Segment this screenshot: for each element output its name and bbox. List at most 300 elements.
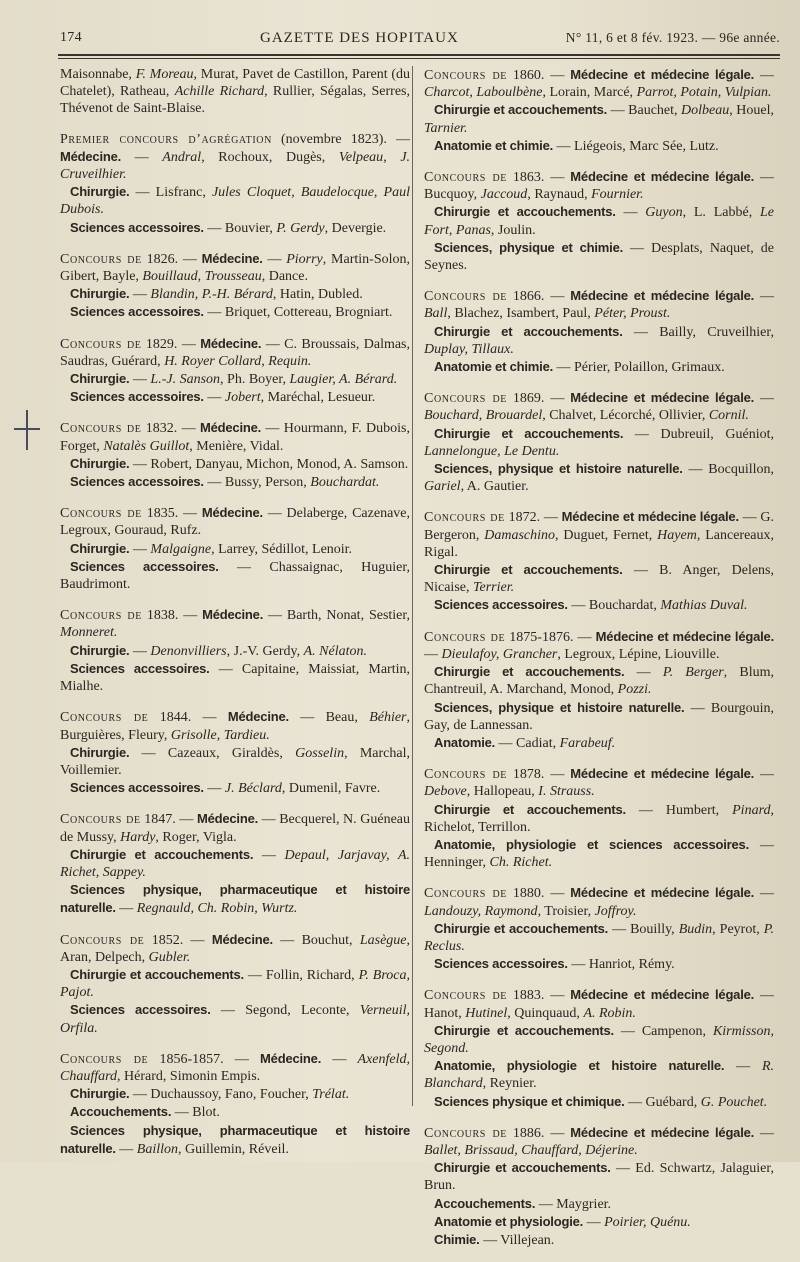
entry-section-line	[60, 1103, 410, 1121]
entry-section-line	[424, 836, 774, 871]
entry-section-line	[60, 285, 410, 303]
italic-names: Guyon	[645, 205, 683, 221]
entry-heading-line	[60, 250, 410, 285]
italic-names: Budin	[678, 921, 713, 937]
italic-names: Le Fort, Panas	[424, 205, 775, 238]
italic-names: Jobert	[224, 390, 261, 406]
text-run: 1875-1876. —	[505, 629, 596, 645]
section-label: Chirurgie.	[70, 286, 130, 302]
section-label: Médecine et médecine légale.	[570, 766, 755, 782]
italic-names: Andral	[162, 149, 202, 165]
section-label: Médecine et médecine légale.	[570, 390, 755, 406]
section-label: Sciences physique, pharmaceutique et histoire naturelle.	[60, 882, 410, 916]
handwritten-cross-mark	[14, 410, 40, 450]
text-run: —	[129, 287, 151, 303]
text-run: 1863. —	[507, 170, 571, 186]
entry-section-line	[60, 660, 410, 695]
section-label: Sciences accessoires.	[70, 389, 204, 405]
concours-label: Concours de	[60, 710, 149, 726]
section-label: Chirurgie et accouchements.	[70, 846, 254, 862]
italic-names: Baillon	[136, 1141, 179, 1157]
italic-names: Tarnier.	[424, 120, 468, 136]
text-run: — Blot.	[171, 1105, 220, 1121]
text-run: —	[129, 541, 151, 557]
concours-entry	[424, 1124, 774, 1249]
section-label: Sciences, physique et chimie.	[434, 239, 624, 255]
text-run: — Cazeaux, Giraldès,	[129, 745, 296, 761]
italic-names: Pozzi.	[617, 682, 652, 698]
text-run: —	[624, 665, 663, 681]
italic-names: Achille Richard	[174, 84, 265, 100]
page-number: 174	[60, 30, 82, 45]
italic-names: Duplay, Tillaux.	[424, 341, 514, 357]
entry-section-line	[424, 203, 774, 238]
concours-entry	[424, 389, 774, 495]
concours-entry	[60, 250, 410, 322]
concours-entry	[60, 931, 410, 1037]
text-run: —	[262, 251, 287, 267]
italic-names: Regnauld, Ch. Robin, Wurtz.	[136, 901, 298, 917]
section-label: Chirurgie et accouchements.	[434, 323, 623, 339]
italic-names: Bouchard, Brouardel	[424, 408, 543, 424]
concours-entry	[60, 708, 410, 797]
entry-section-line	[424, 920, 774, 955]
text-run: — Desplats, Naquet, de Seynes.	[424, 240, 774, 274]
entry-heading-line	[424, 389, 774, 424]
section-label: Médecine.	[201, 505, 263, 521]
text-run: 1886. —	[507, 1125, 571, 1141]
text-run: — Barth, Nonat, Sestier,	[263, 608, 410, 624]
italic-names: Piorry	[286, 251, 323, 267]
section-label: Anatomie et chimie.	[434, 137, 554, 153]
concours-entry	[60, 66, 410, 118]
italic-names: Péter, Proust.	[594, 306, 671, 322]
entry-heading-line	[60, 810, 410, 845]
text-run: , Guillemin, Réveil.	[178, 1141, 289, 1157]
concours-entry	[424, 884, 774, 973]
section-label: Chirurgie et accouchements.	[434, 204, 616, 220]
section-label: Anatomie et physiologie.	[434, 1213, 584, 1229]
text-run: ,	[383, 149, 401, 165]
concours-entry	[60, 606, 410, 695]
text-run: — Maygrier.	[535, 1196, 612, 1212]
concours-entry	[60, 419, 410, 491]
concours-entry	[60, 335, 410, 407]
section-label: Médecine.	[227, 709, 289, 725]
entry-heading-line	[424, 884, 774, 919]
text-run: — C. Broussais, Dalmas, Saudras, Guérard,	[60, 336, 411, 369]
text-run: 1856-1857. —	[148, 1051, 261, 1067]
entry-heading-line	[60, 335, 410, 370]
italic-names: Verneuil, Orfila.	[60, 1003, 410, 1036]
text-run: —	[253, 847, 285, 863]
italic-names: Laugier, A. Bérard.	[289, 372, 398, 388]
concours-entry	[424, 66, 774, 155]
concours-label: Concours de	[60, 421, 142, 437]
text-run: — Villejean.	[479, 1232, 555, 1248]
text-run: —	[424, 646, 442, 662]
section-label: Chirurgie et accouchements.	[434, 562, 623, 578]
italic-names: Gariel	[424, 479, 461, 495]
text-run: , Raynaud,	[527, 187, 592, 203]
entry-section-line	[60, 370, 410, 388]
issue-info: N° 11, 6 et 8 fév. 1923. — 96e année.	[565, 30, 780, 45]
text-run: 1872. —	[504, 510, 562, 526]
italic-names: Farabeuf.	[559, 735, 616, 751]
entry-section-line	[60, 846, 410, 881]
text-run: —	[754, 767, 775, 783]
entry-section-line	[60, 1001, 410, 1036]
text-run: 1883. —	[507, 988, 571, 1004]
italic-names: I. Strauss.	[538, 784, 595, 800]
entry-section-line	[424, 955, 774, 973]
section-label: Chirurgie.	[70, 184, 130, 200]
concours-entry	[424, 168, 774, 274]
entry-section-line	[424, 1093, 774, 1111]
entry-section-line	[60, 558, 410, 593]
italic-names: J. Cruveilhier.	[60, 149, 411, 183]
italic-names: Ballet, Brissaud, Chauffard, Déjerine.	[424, 1142, 638, 1158]
italic-names: Axenfeld, Chauffard	[60, 1051, 410, 1084]
text-run: — Delaberge, Cazenave, Legroux, Gouraud, Rufz.	[60, 506, 411, 539]
text-run: 1844. —	[148, 710, 228, 726]
section-label: Anatomie.	[434, 734, 496, 750]
concours-label: Concours de	[424, 68, 507, 83]
entry-heading-line	[60, 606, 410, 641]
italic-names: Poirier, Quénu.	[604, 1214, 691, 1230]
section-label: Médecine.	[201, 250, 263, 266]
header-rule	[58, 54, 780, 56]
italic-names: Parrot, Potain, Vulpian.	[636, 85, 772, 101]
text-run: 1860. —	[507, 68, 571, 83]
section-label: Médecine et médecine légale.	[570, 1124, 755, 1140]
entry-section-line	[60, 881, 410, 917]
entry-section-line	[424, 1231, 774, 1249]
italic-names: Trélat.	[312, 1087, 350, 1103]
entry-heading-line	[424, 66, 774, 101]
italic-names: L.-J. Sanson	[150, 372, 221, 388]
italic-names: Hardy	[120, 829, 156, 845]
section-label: Médecine.	[200, 335, 262, 351]
italic-names: Kirmisson, Segond.	[424, 1023, 775, 1056]
text-run: 1852. —	[144, 932, 212, 948]
italic-names: Hayem	[657, 527, 697, 543]
text-run: — Bouilly,	[608, 921, 679, 937]
text-run: —	[754, 289, 775, 305]
text-run: — Hanot,	[424, 988, 775, 1021]
section-label: Sciences physique et chimique.	[434, 1093, 625, 1109]
entry-heading-line	[424, 168, 774, 203]
section-label: Sciences accessoires.	[434, 597, 568, 613]
entry-section-line	[424, 239, 774, 274]
text-run: , Devergie.	[324, 220, 387, 236]
entry-heading-line	[60, 1050, 410, 1085]
text-run: — G. Bergeron,	[424, 510, 775, 543]
entry-heading-line	[424, 986, 774, 1021]
text-run: 1826. —	[141, 251, 202, 267]
section-label: Chirurgie et accouchements.	[434, 1160, 611, 1176]
text-run: , Aran, Delpech,	[60, 932, 410, 965]
concours-label: Concours de	[424, 767, 507, 783]
concours-label: Concours de	[60, 251, 142, 267]
text-run: , L. Labbé,	[682, 205, 761, 221]
entry-section-line	[424, 801, 774, 836]
concours-entry	[60, 810, 410, 917]
italic-names: Pinard	[732, 802, 771, 818]
text-run: — Guébard,	[624, 1094, 701, 1110]
entry-heading-line	[424, 628, 774, 663]
text-run: —	[754, 1125, 775, 1141]
section-label: Sciences physique, pharmaceutique et histoire naturelle.	[60, 1122, 410, 1156]
text-run: Maisonnabe,	[60, 67, 136, 82]
text-run: —	[203, 390, 225, 406]
italic-names: Malgaigne	[150, 541, 212, 557]
text-run: —	[754, 886, 775, 902]
entry-section-line	[60, 744, 410, 779]
italic-names: Lannelongue, Le Dentu.	[424, 443, 560, 459]
concours-label: Concours de	[60, 812, 141, 828]
text-run: — Capitaine, Maissiat, Martin, Mialhe.	[60, 661, 410, 695]
text-run: —	[583, 1214, 605, 1230]
entry-section-line	[60, 1122, 410, 1158]
text-run: — Campenon,	[613, 1023, 713, 1039]
text-run: — Bouvier,	[203, 220, 277, 236]
text-run: —	[724, 1059, 762, 1075]
text-run: , Houel,	[729, 103, 775, 119]
section-label: Accouchements.	[434, 1195, 536, 1211]
concours-label: Concours de	[60, 932, 145, 948]
section-label: Chirurgie et accouchements.	[434, 425, 624, 441]
italic-names: Monneret.	[60, 625, 118, 641]
text-run: , Blachez, Isambert, Paul,	[447, 306, 595, 322]
text-run: — Henninger,	[424, 837, 775, 871]
concours-entry	[424, 287, 774, 376]
text-run: , Hérard, Simonin Empis.	[117, 1068, 261, 1084]
text-run: —	[129, 643, 151, 659]
text-run: 1880. —	[507, 886, 571, 902]
section-label: Anatomie, physiologie et histoire naturelle.	[434, 1058, 725, 1074]
entry-section-line	[424, 1213, 774, 1231]
entry-section-line	[424, 1159, 774, 1194]
italic-names: Hutinel	[465, 1005, 508, 1021]
entry-section-line	[60, 183, 410, 218]
entry-section-line	[424, 425, 774, 460]
section-label: Médecine et médecine légale.	[570, 67, 755, 82]
italic-names: P. Berger	[662, 665, 724, 681]
italic-names: P. Broca, Pajot.	[60, 967, 410, 1001]
entry-heading-line	[60, 708, 410, 743]
text-run: — Robert, Danyau, Michon, Monod, A. Samson.	[129, 456, 409, 472]
italic-names: Grisolle, Tardieu.	[170, 727, 270, 743]
section-label: Chirurgie et accouchements.	[434, 920, 609, 936]
text-run: , Troisier,	[537, 903, 595, 919]
text-run: —	[115, 901, 137, 917]
text-run: , Duguet, Fernet,	[555, 527, 658, 543]
text-run: , Maréchal, Lesueur.	[260, 390, 376, 406]
italic-names: Terrier.	[472, 580, 515, 596]
concours-entry	[424, 508, 774, 614]
text-run: , Chalvet, Lécorché, Ollivier,	[542, 408, 709, 424]
text-run: — Bauchet,	[607, 103, 682, 119]
text-run: , Larrey, Sédillot, Lenoir.	[211, 541, 353, 557]
text-run: — Lisfranc,	[129, 185, 212, 201]
text-run: —	[754, 391, 775, 407]
concours-label: Concours de	[60, 608, 142, 624]
text-run: —	[115, 1141, 137, 1157]
text-run: , Blum, Chantreuil, A. Marchand, Monod,	[424, 665, 774, 698]
section-label: Chirurgie.	[70, 540, 130, 556]
section-label: Chirurgie et accouchements.	[434, 664, 625, 680]
entry-section-line	[60, 388, 410, 406]
italic-names: Velpeau	[338, 149, 384, 165]
text-run: , Murat, Pavet de Castillon, Parent (du Chatelet), Ratheau,	[60, 67, 410, 100]
entry-heading-line	[60, 131, 410, 184]
text-run: , Rochoux, Dugès,	[201, 149, 339, 165]
entry-section-line	[424, 1195, 774, 1213]
text-run: , Burguières, Fleury,	[60, 710, 411, 743]
entry-section-line	[424, 663, 774, 698]
column-divider	[412, 66, 413, 1106]
section-label: Sciences, physique et histoire naturelle.	[434, 699, 685, 715]
text-run: , Legroux, Lépine, Liouville.	[557, 646, 720, 662]
entry-section-line	[424, 137, 774, 155]
text-run: , J.-V. Gerdy,	[226, 643, 304, 659]
section-label: Accouchements.	[70, 1104, 172, 1120]
section-label: Chirurgie et accouchements.	[434, 1022, 614, 1038]
italic-names: Landouzy, Raymond	[424, 903, 538, 919]
section-label: Chirurgie et accouchements.	[434, 801, 626, 817]
italic-names: Bouillaud, Trousseau	[142, 269, 262, 285]
italic-names: Cornil.	[708, 408, 749, 424]
section-label: Chimie.	[434, 1231, 480, 1247]
entry-section-line	[60, 966, 410, 1001]
text-run: , Quinquaud,	[507, 1005, 584, 1021]
text-run: — Bussy, Person,	[203, 475, 311, 491]
italic-names: Denonvilliers	[150, 643, 227, 659]
concours-label: Concours de	[424, 629, 506, 645]
text-run: — Hanriot, Rémy.	[567, 957, 675, 973]
entry-section-line	[424, 734, 774, 752]
italic-names: F. Moreau	[135, 67, 194, 82]
section-label: Sciences accessoires.	[70, 558, 219, 574]
concours-entry	[60, 504, 410, 593]
text-run: — Bouchardat,	[567, 598, 661, 614]
entry-section-line	[60, 473, 410, 491]
section-label: Sciences accessoires.	[434, 956, 568, 972]
italic-names: Fournier.	[591, 187, 644, 203]
entry-heading-line	[424, 287, 774, 322]
entry-section-line	[424, 1022, 774, 1057]
text-run: — Dubreuil, Guéniot,	[623, 426, 774, 442]
right-column	[424, 66, 774, 1262]
text-run: , Reynier.	[482, 1076, 537, 1092]
text-run: — Périer, Polaillon, Grimaux.	[553, 360, 725, 376]
section-label: Médecine.	[200, 420, 262, 436]
entry-section-line	[424, 460, 774, 495]
text-run: —	[754, 68, 775, 83]
concours-label: Concours de	[424, 391, 507, 407]
section-label: Chirurgie et accouchements.	[434, 102, 608, 118]
concours-label: Concours de	[60, 336, 142, 352]
section-label: Anatomie et chimie.	[434, 359, 554, 375]
text-run: —	[615, 205, 646, 221]
italic-names: Dolbeau	[681, 103, 730, 119]
text-run: — Hourmann, F. Dubois, Forget,	[60, 421, 410, 454]
italic-names: Bouchardat.	[310, 475, 380, 491]
text-run: — Duchaussoy, Fano, Foucher,	[129, 1087, 313, 1103]
text-run: — Chassaignac, Huguier, Baudrimont.	[60, 559, 410, 593]
text-run: — Ed. Schwartz, Jalaguier, Brun.	[424, 1161, 774, 1194]
italic-names: Gubler.	[148, 949, 191, 965]
section-label: Médecine.	[202, 607, 264, 623]
concours-label: Concours de	[424, 510, 505, 526]
italic-names: Ch. Richet.	[489, 855, 553, 871]
italic-names: Béhier	[369, 710, 407, 726]
text-run: , Rullier, Ségalas, Serres, Thévenot de Saint-Blaise.	[60, 84, 410, 117]
entry-section-line	[424, 1057, 774, 1092]
text-run: 1829. —	[141, 336, 201, 352]
entry-section-line	[424, 323, 774, 358]
entry-section-line	[424, 596, 774, 614]
text-run: — Bourgouin, Gay, de Lannessan.	[424, 700, 775, 733]
section-label: Sciences accessoires.	[70, 660, 210, 676]
text-run: — Bouchut,	[272, 932, 360, 948]
section-label: Médecine.	[211, 931, 273, 947]
text-run: — Briquet, Cottereau, Brogniart.	[203, 305, 393, 321]
text-run: — Bucquoy,	[424, 170, 775, 203]
italic-names: Lasègue	[359, 932, 407, 948]
text-run: 1847. —	[140, 812, 197, 828]
italic-names: Jules Cloquet, Baudelocque, Paul Dubois.	[60, 185, 410, 218]
entry-section-line	[60, 540, 410, 558]
section-label: Chirurgie.	[70, 642, 130, 658]
entry-heading-line	[424, 1124, 774, 1159]
concours-label: Concours de	[424, 1125, 507, 1141]
text-run: 1838. —	[141, 608, 203, 624]
text-run: 1835. —	[141, 506, 202, 522]
section-label: Chirurgie et accouchements.	[70, 966, 244, 982]
italic-names: Mathias Duval.	[660, 598, 748, 614]
concours-label: Concours de	[60, 506, 142, 522]
section-label: Anatomie, physiologie et sciences accessoires.	[434, 836, 749, 852]
section-label: Chirurgie.	[70, 371, 130, 387]
section-label: Sciences accessoires.	[70, 474, 204, 490]
section-label: Chirurgie.	[70, 1086, 130, 1102]
section-label: Sciences accessoires.	[70, 780, 204, 796]
text-run: —	[129, 372, 151, 388]
concours-entry	[424, 628, 774, 752]
text-run: — Becquerel, N. Guéneau de Mussy,	[60, 812, 411, 845]
text-run: — Bocquillon,	[682, 462, 774, 478]
section-label: Médecine et médecine légale.	[561, 509, 739, 525]
entry-heading-line	[424, 765, 774, 800]
entry-section-line	[60, 779, 410, 797]
italic-names: Joffroy.	[594, 903, 637, 919]
italic-names: Gosselin	[295, 745, 345, 761]
italic-names: Natalès Guillot	[103, 438, 190, 454]
concours-label: Premier concours d’agrégation	[60, 131, 272, 147]
entry-section-line	[60, 219, 410, 237]
text-run: —	[321, 1051, 358, 1067]
italic-names: A. Nélaton.	[303, 643, 368, 659]
text-run: , Lancereaux, Rigal.	[424, 527, 774, 560]
text-run: , Joulin.	[490, 222, 536, 238]
concours-entry	[60, 131, 410, 237]
italic-names: H. Royer Collard, Requin.	[164, 353, 312, 369]
entry-heading-line	[424, 508, 774, 561]
text-run: , Dumenil, Favre.	[281, 781, 381, 797]
section-label: Chirurgie.	[70, 744, 130, 760]
